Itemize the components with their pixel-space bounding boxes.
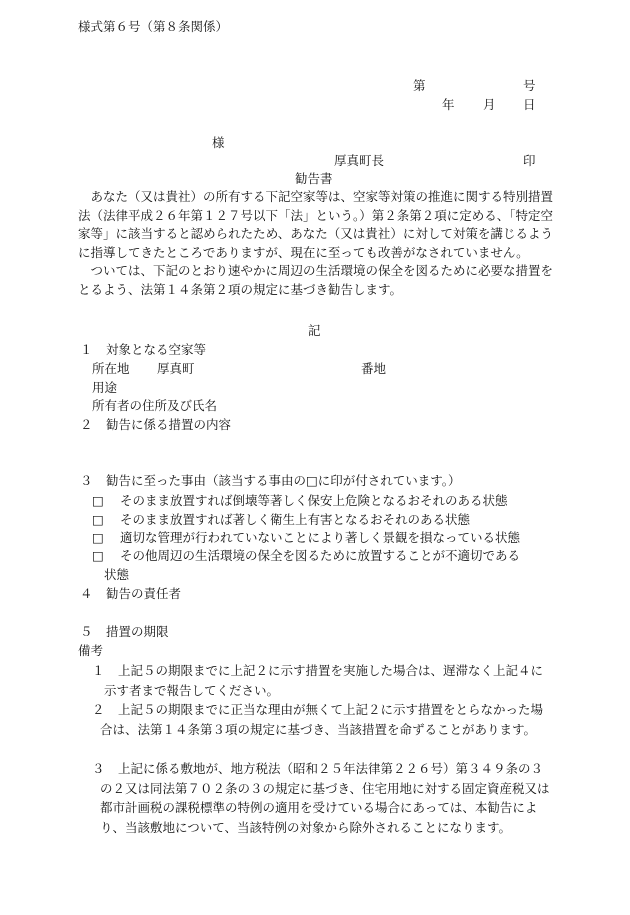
item2-number: ２ xyxy=(80,417,93,432)
item4-number: ４ xyxy=(80,586,93,601)
document-title: 勧告書 xyxy=(295,171,333,186)
remark-3-text: 上記に係る敷地が、地方税法（昭和２５年法律第２２６号）第３４９条の３の２又は同法第７０２条の３の規定に基づき、住宅用地に対する固定資産税又は都市計画税の課税標準の特例の適用を受けている場合にあっては、本勧告により、当該敷地について、当該特例の対象から除外されることになります。 xyxy=(100,761,550,835)
date-day: 日 xyxy=(523,97,536,112)
item4-title: 勧告の責任者 xyxy=(106,586,182,601)
remark-1-text: 上記５の期限までに上記２に示す措置を実施した場合は、遅滞なく上記４に示す者まで報告してください。 xyxy=(104,663,544,698)
item5-title: 措置の期限 xyxy=(106,624,169,639)
item3-number: ３ xyxy=(80,473,93,488)
item3-title: 勧告に至った事由（該当する事由の□に印が付されています。） xyxy=(106,473,461,488)
ki-heading: 記 xyxy=(308,323,321,338)
reason-text-1: そのまま放置すれば倒壊等著しく保安上危険となるおそれのある状態 xyxy=(120,493,508,508)
remark-2-number: ２ xyxy=(92,702,105,717)
sender-name: 厚真町長 xyxy=(334,153,385,168)
remark-1-number: １ xyxy=(92,663,105,678)
form-number-title: 様式第６号（第８条関係） xyxy=(78,19,229,34)
reason-row-4 xyxy=(92,548,520,564)
body-paragraph-1: あなた（又は貴社）の所有する下記空家等は、空家等対策の推進に関する特別措置法（法律平成２６年第１２７号以下「法」という。）第２条第２項に定める、「特定空家等」に該当すると認められたため、あなた（又は貴社）に対して対策を講じるように指導してきたところでありますが、現在に至っても改善がなされていません。 xyxy=(78,189,554,260)
remarks-heading: 備考 xyxy=(78,643,104,658)
use-label: 用途 xyxy=(92,380,118,395)
reason-checkbox-2[interactable]: □ xyxy=(92,512,104,527)
item5-number: ５ xyxy=(80,624,93,639)
reason-row-1 xyxy=(92,493,508,509)
reason-row-3 xyxy=(92,530,520,546)
body-text xyxy=(78,188,553,300)
location-label: 所在地 xyxy=(92,361,130,376)
seal-mark: 印 xyxy=(523,153,536,168)
remark-3-number: ３ xyxy=(92,761,105,776)
item2-title: 勧告に係る措置の内容 xyxy=(106,417,232,432)
body-paragraph-2: ついては、下記のとおり速やかに周辺の生活環境の保全を図るために必要な措置をとるよう、法第１４条第２項の規定に基づき勧告します。 xyxy=(78,263,554,297)
remark-1 xyxy=(92,661,553,700)
reason-text-3: 適切な管理が行われていないことにより著しく景観を損なっている状態 xyxy=(120,530,521,545)
reason-checkbox-1[interactable]: □ xyxy=(92,493,104,508)
date-year: 年 xyxy=(442,97,455,112)
remark-3 xyxy=(92,759,553,837)
doc-number-suffix: 号 xyxy=(523,78,536,93)
reason-text-4-continued: 状態 xyxy=(104,567,130,582)
reason-text-2: そのまま放置すれば著しく衛生上有害となるおそれのある状態 xyxy=(120,512,471,527)
addressee-honorific: 様 xyxy=(212,135,225,150)
remark-2 xyxy=(92,700,553,739)
reason-checkbox-4[interactable]: □ xyxy=(92,548,104,563)
owner-label: 所有者の住所及び氏名 xyxy=(92,398,218,413)
date-month: 月 xyxy=(483,97,496,112)
reason-row-2 xyxy=(92,512,470,528)
location-banchi: 番地 xyxy=(361,361,387,376)
reason-text-4: その他周辺の生活環境の保全を図るために放置することが不適切である xyxy=(120,548,521,563)
doc-number-prefix: 第 xyxy=(413,78,426,93)
item1-number: １ xyxy=(80,342,93,357)
location-town: 厚真町 xyxy=(157,361,195,376)
reason-checkbox-3[interactable]: □ xyxy=(92,530,104,545)
item1-title: 対象となる空家等 xyxy=(106,342,207,357)
remark-2-text: 上記５の期限までに正当な理由が無くて上記２に示す措置をとらなかった場合は、法第１４条第３項の規定に基づき、当該措置を命ずることがあります。 xyxy=(100,702,544,737)
